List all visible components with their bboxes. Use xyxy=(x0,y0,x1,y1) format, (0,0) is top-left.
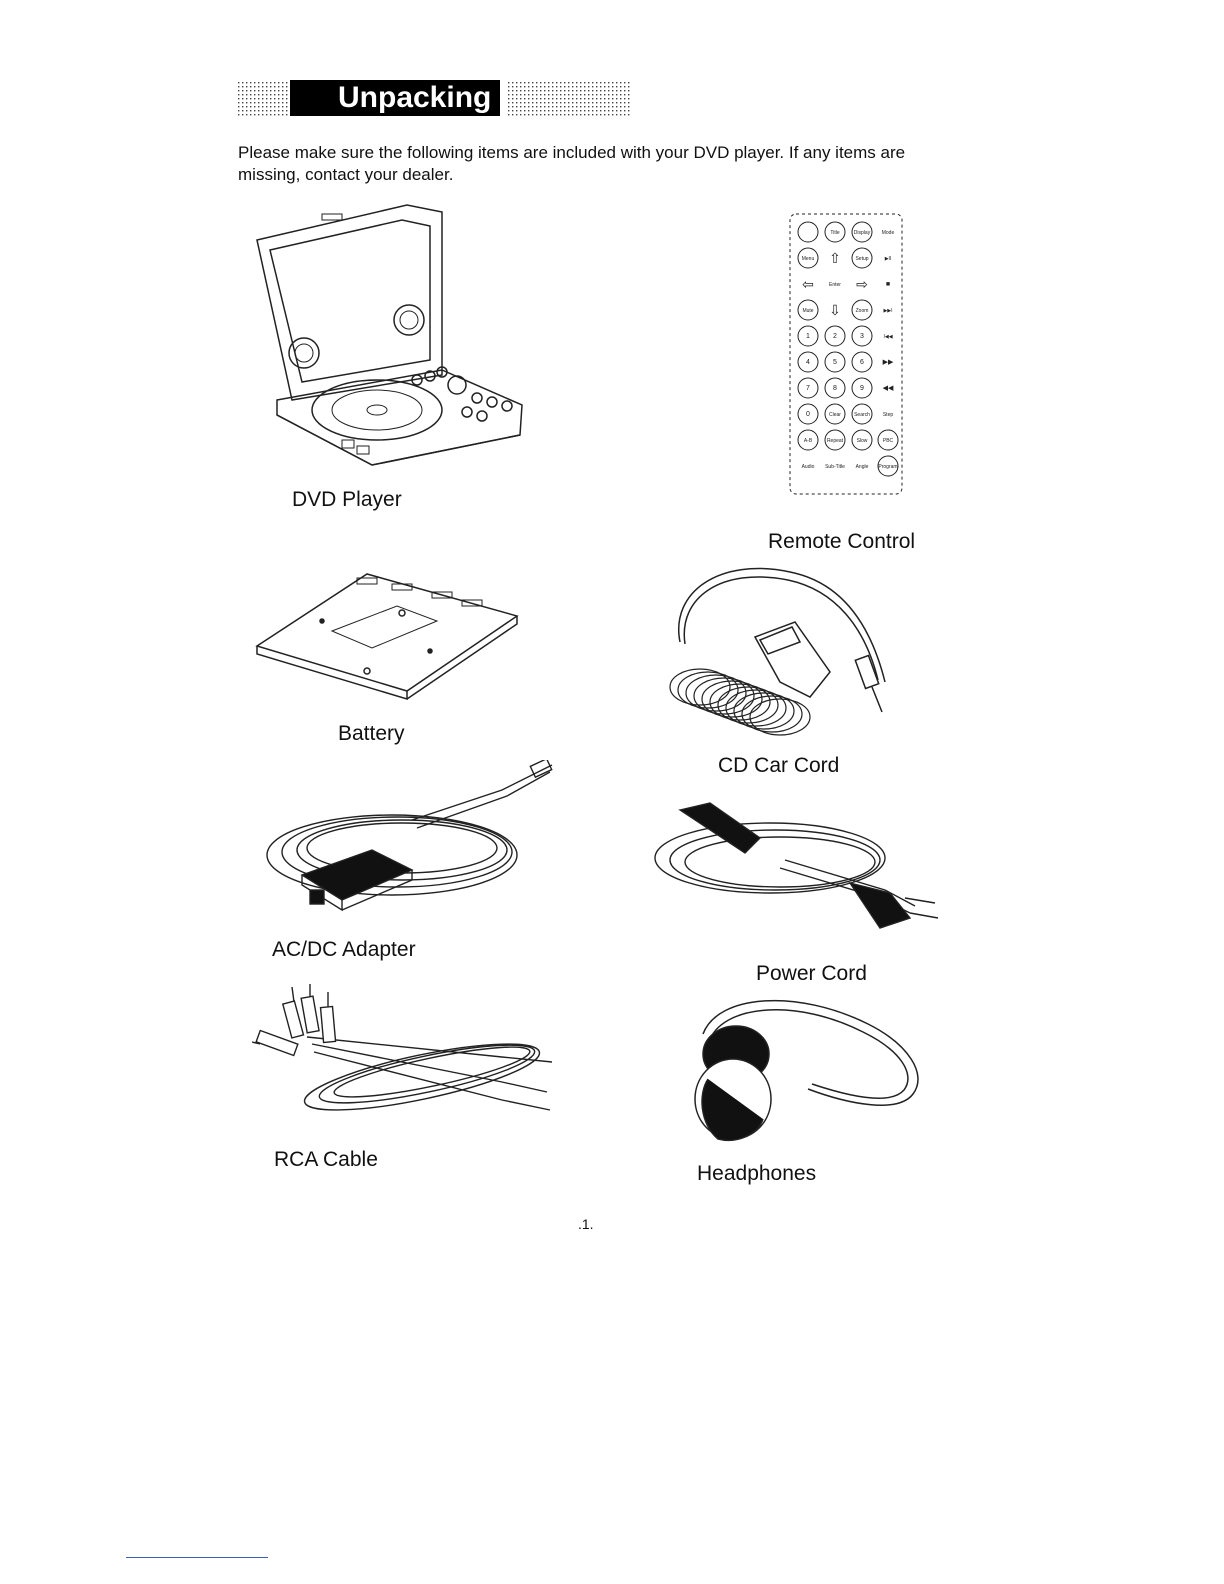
remote-button-label: Search xyxy=(854,412,870,418)
remote-button-label: 9 xyxy=(860,385,864,392)
remote-button-label: Angle xyxy=(855,464,869,470)
remote-button-label: ⇧ xyxy=(829,250,841,266)
dvd-player-icon xyxy=(252,200,537,475)
caption-dvd-player: DVD Player xyxy=(292,488,402,511)
caption-remote-control: Remote Control xyxy=(768,530,916,553)
remote-button-label: Setup xyxy=(855,256,869,262)
caption-power-cord: Power Cord xyxy=(756,962,867,985)
footer-rule xyxy=(126,1557,268,1558)
power-cord-icon xyxy=(650,798,940,943)
remote-button-label: ⇩ xyxy=(829,302,841,318)
section-header xyxy=(238,78,630,118)
remote-button-label: 3 xyxy=(860,333,864,340)
rca-cable-icon xyxy=(252,982,557,1122)
remote-button xyxy=(798,222,818,242)
remote-button-label: 1 xyxy=(806,333,810,340)
remote-button-label: Mute xyxy=(802,308,814,314)
remote-button-label: A-B xyxy=(803,438,813,444)
caption-battery: Battery xyxy=(338,722,405,745)
remote-button-label: 2 xyxy=(833,333,837,340)
remote-button-label: Program xyxy=(878,464,898,470)
dotted-pattern-right xyxy=(508,78,630,118)
remote-button-label: 8 xyxy=(833,385,837,392)
dotted-pattern-left xyxy=(238,78,290,118)
remote-button-label: Zoom xyxy=(855,308,869,314)
remote-button-label: 0 xyxy=(806,411,810,418)
remote-button-label: Title xyxy=(830,230,840,236)
remote-button-label: ▶▶ xyxy=(882,359,894,366)
remote-button-label: ▶▶I xyxy=(883,308,893,314)
remote-button-label: ◀◀ xyxy=(882,385,894,392)
remote-button-label: 5 xyxy=(833,359,837,366)
remote-button-label: ⇦ xyxy=(802,276,814,292)
car-cord-icon xyxy=(660,562,895,737)
remote-button-label: Audio xyxy=(801,464,815,470)
intro-text: Please make sure the following items are included with your DVD player. If any items are missing, contact your dealer. xyxy=(238,143,906,184)
remote-button-label: ⇨ xyxy=(856,276,868,292)
remote-button-label: ▶II xyxy=(884,256,892,262)
remote-button-label: 6 xyxy=(860,359,864,366)
remote-button-label: PBC xyxy=(882,438,894,444)
battery-icon xyxy=(252,566,527,701)
page-title: Unpacking xyxy=(290,80,500,116)
adapter-icon xyxy=(262,760,557,920)
headphones-icon xyxy=(688,994,923,1144)
remote-button-label: I◀◀ xyxy=(883,334,893,340)
remote-button-label: 4 xyxy=(806,359,810,366)
remote-control-icon xyxy=(788,212,906,498)
remote-button-label: Slow xyxy=(856,438,868,444)
remote-button-label: Enter xyxy=(829,282,841,288)
caption-headphones: Headphones xyxy=(697,1162,817,1185)
remote-button-label: Mode xyxy=(881,230,895,236)
remote-button-label: Repeat xyxy=(826,438,844,444)
page-number: .1. xyxy=(578,1216,594,1232)
caption-adapter: AC/DC Adapter xyxy=(272,938,416,961)
remote-button-label: Clear xyxy=(829,412,841,418)
remote-button-label: Menu xyxy=(801,256,815,262)
remote-button-label: Sub-Title xyxy=(825,464,845,470)
remote-button-label: 7 xyxy=(806,385,810,392)
caption-car-cord: CD Car Cord xyxy=(718,754,840,777)
caption-rca-cable: RCA Cable xyxy=(274,1148,378,1171)
remote-button-label: Step xyxy=(882,412,894,418)
remote-button-label: Display xyxy=(853,230,871,236)
remote-button-label: ■ xyxy=(885,281,891,288)
